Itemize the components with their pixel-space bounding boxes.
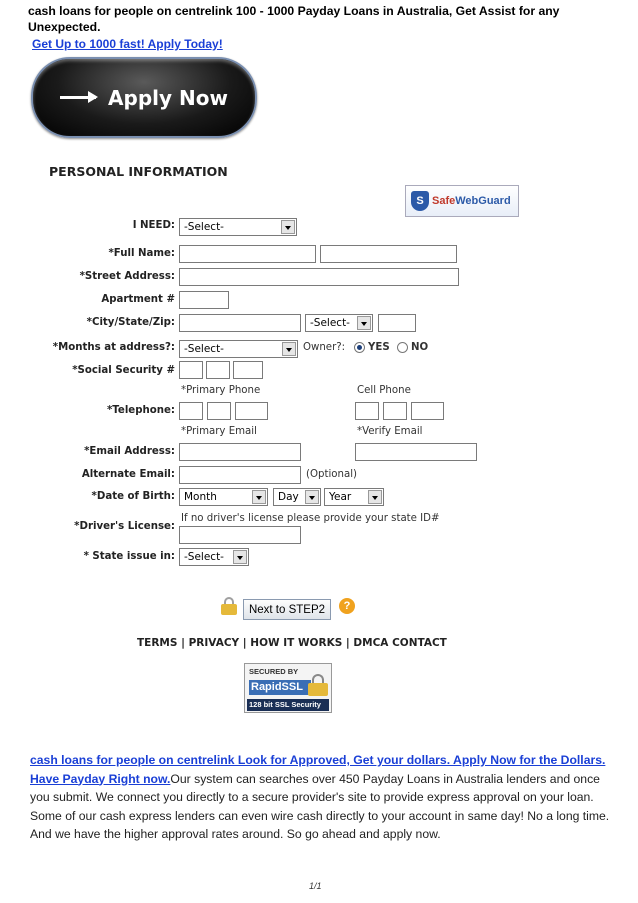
how-it-works-link[interactable]: HOW IT WORKS xyxy=(250,637,343,649)
city-label: *City/State/Zip: xyxy=(86,317,175,328)
state-issue-select[interactable] xyxy=(179,548,249,566)
state-issue-value: -Select- xyxy=(184,551,224,563)
lock-icon xyxy=(221,597,237,615)
dob-day-value: Day xyxy=(278,491,299,503)
city-input[interactable] xyxy=(179,314,301,332)
form-heading: PERSONAL INFORMATION xyxy=(49,164,228,179)
alt-email-label: Alternate Email: xyxy=(81,469,175,480)
license-hint: If no driver's license please provide your state ID# xyxy=(181,513,440,524)
owner-yes-radio[interactable] xyxy=(354,342,365,353)
street-label: *Street Address: xyxy=(79,271,175,282)
next-step-button[interactable]: Next to STEP2 xyxy=(243,599,331,620)
ssl-brand: RapidSSL xyxy=(249,680,311,695)
months-select[interactable] xyxy=(179,340,298,358)
last-name-input[interactable] xyxy=(320,245,457,263)
footer-links: TERMS | PRIVACY | HOW IT WORKS | DMCA CONTACT xyxy=(137,637,447,649)
dob-label: *Date of Birth: xyxy=(91,491,175,502)
arrow-right-icon xyxy=(60,96,96,99)
terms-link[interactable]: TERMS xyxy=(137,637,178,649)
owner-no-label: NO xyxy=(411,342,429,353)
optional-note: (Optional) xyxy=(306,469,358,480)
verify-email-input[interactable] xyxy=(355,443,477,461)
months-select-value: -Select- xyxy=(184,343,224,355)
dob-year-value: Year xyxy=(329,491,352,503)
primary-email-note: *Primary Email xyxy=(181,426,257,437)
street-input[interactable] xyxy=(179,268,459,286)
license-label: *Driver's License: xyxy=(74,521,175,532)
ssn-part-1[interactable] xyxy=(179,361,203,379)
ssn-part-3[interactable] xyxy=(233,361,263,379)
help-icon[interactable]: ? xyxy=(339,598,355,614)
first-name-input[interactable] xyxy=(179,245,316,263)
phone-area-input[interactable] xyxy=(179,402,203,420)
need-select-value: -Select- xyxy=(184,221,224,233)
chevron-down-icon xyxy=(357,316,371,330)
dmca-contact-link[interactable]: DMCA CONTACT xyxy=(353,637,447,649)
chevron-down-icon xyxy=(368,490,382,504)
verify-email-note: *Verify Email xyxy=(357,426,423,437)
telephone-label: *Telephone: xyxy=(106,405,175,416)
email-label: *Email Address: xyxy=(84,446,175,457)
body-link-2[interactable]: Have Payday Right now. xyxy=(30,771,171,786)
chevron-down-icon xyxy=(305,490,319,504)
dob-day-select[interactable] xyxy=(273,488,321,506)
months-label: *Months at address?: xyxy=(52,342,175,353)
state-select[interactable] xyxy=(305,314,373,332)
phone-prefix-input[interactable] xyxy=(207,402,231,420)
page-title: cash loans for people on centrelink 100 - 1000 Payday Loans in Australia, Get Assist for any Unexpected. xyxy=(28,4,560,34)
full-name-label: *Full Name: xyxy=(108,248,175,259)
dob-month-value: Month xyxy=(184,491,217,503)
ssl-strength: 128 bit SSL Security xyxy=(247,699,329,711)
dob-month-select[interactable] xyxy=(179,488,268,506)
ssn-label: *Social Security # xyxy=(72,365,175,376)
padlock-icon xyxy=(308,674,328,696)
safewebguard-badge xyxy=(405,185,519,217)
state-issue-label: * State issue in: xyxy=(83,551,175,562)
rapidssl-badge xyxy=(244,663,332,713)
apartment-label: Apartment # xyxy=(101,294,175,305)
zip-input[interactable] xyxy=(378,314,416,332)
chevron-down-icon xyxy=(282,342,296,356)
cell-prefix-input[interactable] xyxy=(383,402,407,420)
body-link-1[interactable]: cash loans for people on centrelink Look for Approved, Get your dollars. Apply Now for the Dollars. xyxy=(30,753,606,767)
cell-line-input[interactable] xyxy=(411,402,444,420)
apply-now-label: Apply Now xyxy=(108,85,228,110)
apply-now-button[interactable] xyxy=(31,57,257,138)
chevron-down-icon xyxy=(281,220,295,234)
license-input[interactable] xyxy=(179,526,301,544)
primary-phone-note: *Primary Phone xyxy=(181,385,261,396)
email-input[interactable] xyxy=(179,443,301,461)
ssl-secured-by: SECURED BY xyxy=(249,667,299,676)
state-select-value: -Select- xyxy=(310,317,350,329)
need-select[interactable] xyxy=(179,218,297,236)
cell-phone-note: Cell Phone xyxy=(357,385,411,396)
owner-yes-label: YES xyxy=(368,342,390,353)
body-paragraph xyxy=(30,751,610,844)
cell-area-input[interactable] xyxy=(355,402,379,420)
need-label: I NEED: xyxy=(132,220,175,231)
apply-today-link[interactable]: Get Up to 1000 fast! Apply Today! xyxy=(32,37,223,51)
page-number: 1/1 xyxy=(309,881,322,891)
badge-text-1: Safe xyxy=(432,195,456,207)
phone-line-input[interactable] xyxy=(235,402,268,420)
chevron-down-icon xyxy=(233,550,247,564)
badge-text-2: WebGuard xyxy=(455,195,511,207)
privacy-link[interactable]: PRIVACY xyxy=(188,637,240,649)
body-text: Our system can searches over 450 Payday Loans in Australia lenders and once you submit. We connect you directly to a secure provider's site to provide express approval on your loan. Some of our cash express lenders can even wire cash directly to your account in same day! No a long time. And we have the higher approval rates around. So go ahead and apply now. xyxy=(30,771,610,841)
ssn-part-2[interactable] xyxy=(206,361,230,379)
alt-email-input[interactable] xyxy=(179,466,301,484)
owner-label: Owner?: xyxy=(303,342,346,353)
apartment-input[interactable] xyxy=(179,291,229,309)
chevron-down-icon xyxy=(252,490,266,504)
owner-no-radio[interactable] xyxy=(397,342,408,353)
dob-year-select[interactable] xyxy=(324,488,384,506)
shield-icon: S xyxy=(411,191,429,211)
